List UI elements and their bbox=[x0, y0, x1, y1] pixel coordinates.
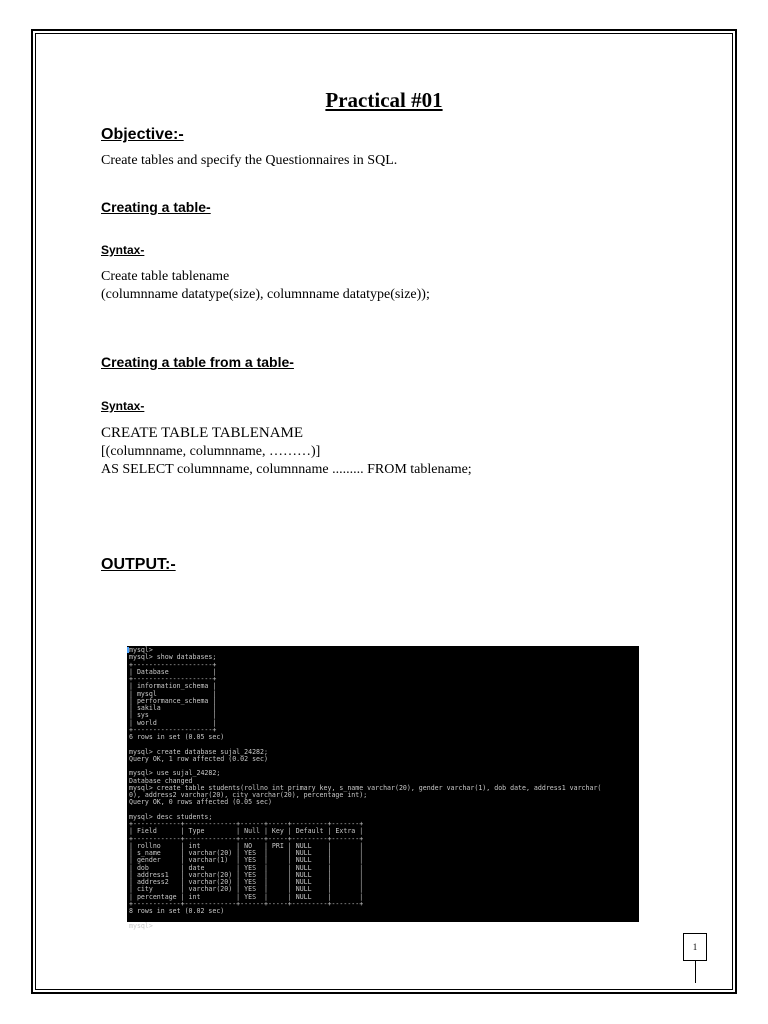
page-number-line bbox=[695, 961, 696, 983]
page-number: 1 bbox=[683, 933, 707, 961]
syntax-label-2: Syntax- bbox=[101, 399, 145, 413]
output-heading: OUTPUT:- bbox=[101, 556, 176, 573]
terminal-output: mysql> mysql> show databases; +--------------------+ | Database | +--------------------+ | information_schema | | mysql | | performance_schema | | sakila | | sys | | world | +--------------------+ 6 rows in set (0.05 sec) mysql> create database sujal_24282; Query OK, 1 row affected (0.02 sec) mysql> use sujal_24282; Database changed mysql> create table students(rollno int primary key, s_name varchar(20), gender varchar(1), dob date, address1 varchar( 0), address2 varchar(20), city varchar(20), percentage int); Query OK, 0 rows affected (0.05 sec) mysql> desc students; +------------+-------------+------+-----+---------+-------+ | Field | Type | Null | Key | Default | Extra | +------------+-------------+------+-----+---------+-------+ | rollno | int | NO | PRI | NULL | | | s_name | varchar(20) | YES | | NULL | | | gender | varchar(1) | YES | | NULL | | | dob | date | YES | | NULL | | | address1 | varchar(20) | YES | | NULL | | | address2 | varchar(20) | YES | | NULL | | | city | varchar(20) | YES | | NULL | | | percentage | int | YES | | NULL | | +------------+-------------+------+-----+---------+-------+ 8 rows in set (0.02 sec) mysql> bbox=[129, 646, 602, 930]
page-title: Practical #01 bbox=[325, 88, 443, 112]
syntax2-line1: CREATE TABLE TABLENAME bbox=[101, 425, 304, 441]
terminal-cursor bbox=[127, 647, 129, 653]
syntax-label-1: Syntax- bbox=[101, 243, 145, 257]
objective-heading: Objective:- bbox=[101, 126, 184, 143]
creating-table-heading: Creating a table- bbox=[101, 199, 211, 215]
syntax1-line1: Create table tablename bbox=[101, 269, 230, 284]
syntax2-line2: [(columnname, columnname, ………)] bbox=[101, 444, 321, 459]
creating-table-from-table-heading: Creating a table from a table- bbox=[101, 354, 294, 370]
syntax2-line3: AS SELECT columnname, columnname ......... FROM tablename; bbox=[101, 462, 472, 477]
terminal-screenshot bbox=[127, 646, 639, 930]
syntax1-line2: (columnname datatype(size), columnname datatype(size)); bbox=[101, 287, 430, 302]
objective-text: Create tables and specify the Questionnaires in SQL. bbox=[101, 153, 398, 168]
